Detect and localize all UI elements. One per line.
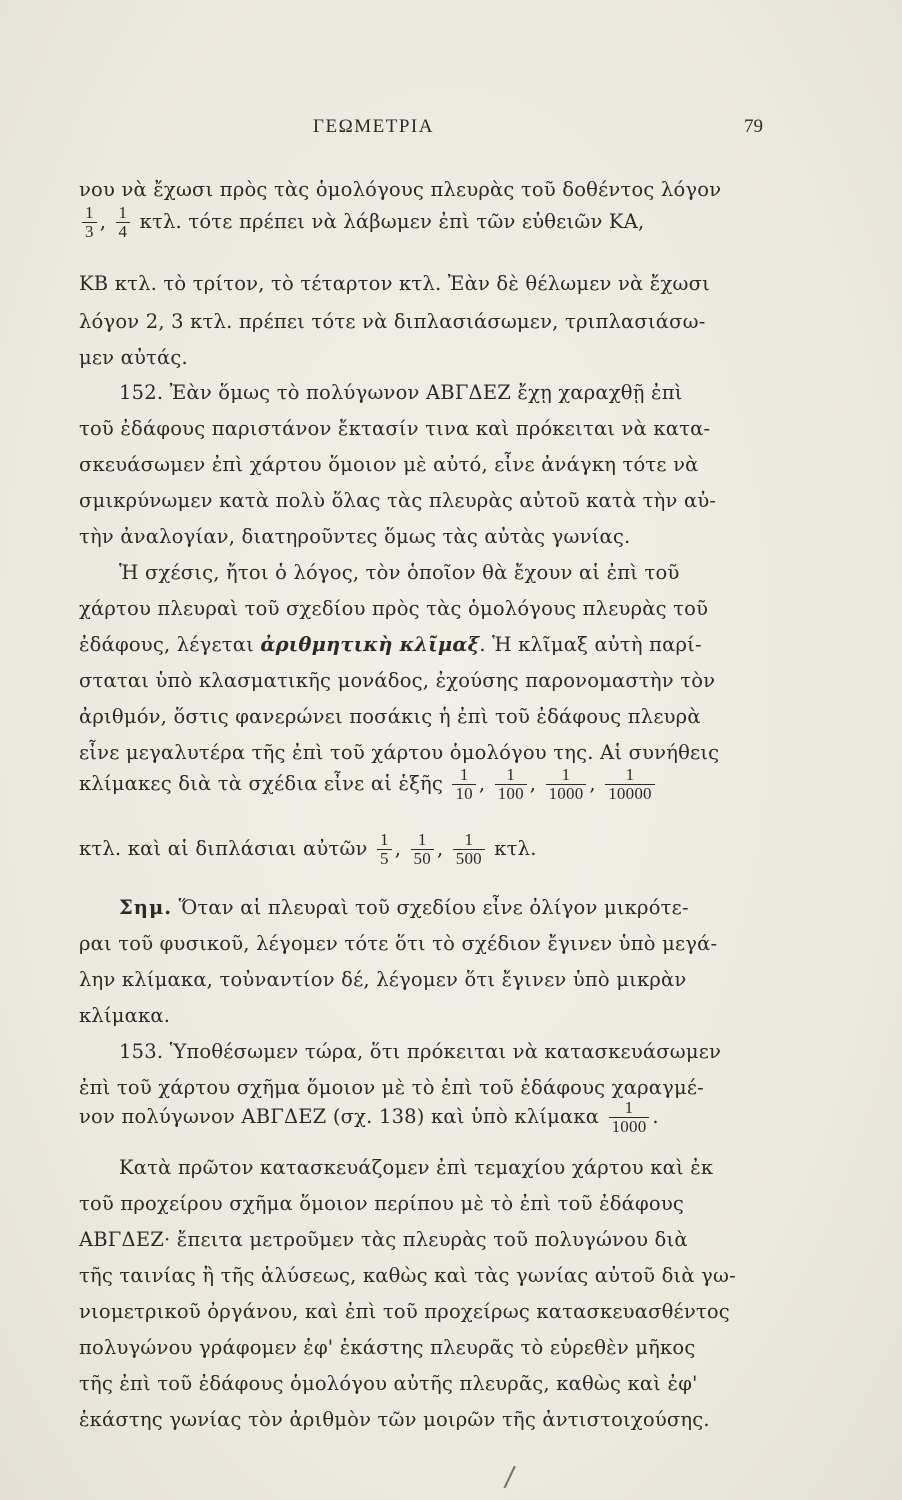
fraction-denominator: 5: [380, 848, 389, 868]
fraction-one-third: [82, 204, 97, 241]
fraction-scale-1-10000: [605, 766, 655, 803]
text-line-20: ραι τοῦ φυσικοῦ, λέγομεν τότε ὅτι τὸ σχέδιον ἔγινεν ὑπὸ μεγά-: [79, 932, 718, 955]
term-arithmetic-scale: ἀριθμητικὴ κλῖμαξ: [260, 633, 480, 656]
fraction-denominator: 10: [455, 783, 473, 803]
text-line-17: κλίμακες διὰ τὰ σχέδια εἶνε αἱ ἑξῆς $\frac{1}{10}$ , $\frac{1}{100}$ , $\frac{1}{1000}$ , $\frac{1}{10000}$: [79, 766, 658, 803]
note-paragraph: [119, 896, 689, 919]
text-line-32: τῆς ἐπὶ τοῦ ἐδάφους ὁμολόγου αὐτῆς πλευρᾶς, καθὼς καὶ ἐφ': [79, 1372, 698, 1395]
fraction-scale-1-10: [452, 766, 475, 803]
pencil-mark-icon: /: [502, 1459, 517, 1494]
text-line-16: εἶνε μεγαλυτέρα τῆς ἐπὶ τοῦ χάρτου ὁμολόγου της. Αἱ συνήθεις: [79, 741, 720, 764]
text-span: κτλ.: [494, 836, 537, 860]
running-title: ΓΕΩΜΕΤΡΙΑ: [313, 116, 434, 137]
paragraph-153-start: 153. Ὑποθέσωμεν τώρα, ὅτι πρόκειται νὰ κατασκευάσωμεν: [119, 1040, 722, 1063]
text-line-2-content: κτλ. τότε πρέπει νὰ λάβωμεν ἐπὶ τῶν εὐθειῶν ΚΑ,: [139, 209, 645, 233]
text-line-21: λην κλίμακα, τοὐναντίον δέ, λέγομεν ὅτι ἔγινεν ὑπὸ μικρὰν: [79, 968, 687, 991]
text-line-22: κλίμακα.: [79, 1004, 171, 1027]
fraction-denominator: 1000: [548, 783, 584, 803]
text-line-4: λόγον 2, 3 κτλ. πρέπει τότε νὰ διπλασιάσωμεν, τριπλασιάσω-: [79, 310, 706, 333]
fraction-denominator: 50: [413, 848, 431, 868]
fraction-scale-1-5: [377, 831, 392, 868]
text-line-2: $\frac{1}{3}$ , $\frac{1}{4}$ κτλ. τότε πρέπει νὰ λάβωμεν ἐπὶ τῶν εὐθειῶν ΚΑ,: [79, 204, 644, 241]
fraction-denominator: 1000: [611, 1116, 647, 1136]
text-line-5: μεν αὐτάς.: [79, 346, 188, 369]
text-span: ἐδάφους, λέγεται: [79, 633, 261, 656]
fraction-numerator: 1: [453, 831, 485, 850]
fraction-one-fourth: [116, 204, 131, 241]
text-line-14: σταται ὑπὸ κλασματικῆς μονάδος, ἐχούσης παρονομαστὴν τὸν: [79, 669, 716, 692]
fraction-numerator: 1: [377, 831, 392, 850]
fraction-numerator: 1: [495, 766, 527, 785]
text-line-13: [79, 633, 702, 656]
text-line-29: τῆς ταινίας ἢ τῆς ἁλύσεως, καθὼς καὶ τὰς γωνίας αὐτοῦ διὰ γω-: [79, 1264, 736, 1287]
fraction-denominator: 4: [118, 221, 128, 241]
fraction-scale-1-1000: [609, 1099, 650, 1136]
text-line-30: νιομετρικοῦ ὀργάνου, καὶ ἐπὶ τοῦ προχείρως κατασκευασθέντος: [79, 1300, 730, 1323]
note-abbreviation: Σημ.: [119, 896, 173, 919]
text-span: . Ἡ κλῖμαξ αὐτὴ παρί-: [479, 633, 702, 656]
fraction-numerator: 1: [546, 766, 587, 785]
text-line-33: ἑκάστης γωνίας τὸν ἀριθμὸν τῶν μοιρῶν τῆς ἀντιστοιχούσης.: [79, 1408, 710, 1431]
fraction-denominator: 3: [85, 221, 94, 241]
text-line-28: ΑΒΓΔΕΖ· ἔπειτα μετροῦμεν τὰς πλευρὰς τοῦ πολυγώνου διὰ: [79, 1228, 688, 1251]
text-line-18-content: κτλ. καὶ αἱ διπλάσιαι αὐτῶν: [79, 836, 368, 860]
text-line-1: νου νὰ ἔχωσι πρὸς τὰς ὁμολόγους πλευρὰς τοῦ δοθέντος λόγον: [79, 178, 722, 201]
fraction-denominator: 100: [497, 783, 524, 803]
text-line-10: τὴν ἀναλογίαν, διατηροῦντες ὅμως τὰς αὐτὰς γωνίας.: [79, 525, 631, 548]
fraction-numerator: 1: [116, 204, 131, 223]
text-line-25-content: νον πολύγωνον ΑΒΓΔΕΖ (σχ. 138) καὶ ὑπὸ κλίμακα: [79, 1104, 600, 1128]
fraction-numerator: 1: [609, 1099, 650, 1118]
paragraph-152-start: 152. Ἐὰν ὅμως τὸ πολύγωνον ΑΒΓΔΕΖ ἔχῃ χαραχθῇ ἐπὶ: [119, 381, 683, 404]
text-line-7: τοῦ ἐδάφους παριστάνον ἔκτασίν τινα καὶ πρόκειται νὰ κατα-: [79, 417, 711, 440]
text-line-9: σμικρύνωμεν κατὰ πολὺ ὅλας τὰς πλευρὰς αὐτοῦ κατὰ τὴν αὐ-: [79, 489, 717, 512]
text-line-26: Κατὰ πρῶτον κατασκευάζομεν ἐπὶ τεμαχίου χάρτου καὶ ἐκ: [119, 1156, 714, 1179]
fraction-scale-1-500: [453, 831, 485, 868]
text-line-31: πολυγώνου γράφομεν ἐφ' ἑκάστης πλευρᾶς τὸ εὑρεθὲν μῆκος: [79, 1336, 696, 1359]
page-number: 79: [744, 116, 763, 137]
note-text: Ὅταν αἱ πλευραὶ τοῦ σχεδίου εἶνε ὀλίγον μικρότε-: [178, 896, 689, 919]
text-line-17-content: κλίμακες διὰ τὰ σχέδια εἶνε αἱ ἑξῆς: [79, 771, 444, 795]
page-header: [0, 116, 902, 146]
fraction-scale-1-100: [495, 766, 527, 803]
text-line-8: σκευάσωμεν ἐπὶ χάρτου ὅμοιον μὲ αὐτό, εἶνε ἀνάγκη τότε νὰ: [79, 453, 699, 476]
fraction-numerator: 1: [605, 766, 655, 785]
fraction-scale-1-50: [411, 831, 434, 868]
text-line-24: ἐπὶ τοῦ χάρτου σχῆμα ὅμοιον μὲ τὸ ἐπὶ τοῦ ἐδάφους χαραγμέ-: [79, 1076, 704, 1099]
fraction-numerator: 1: [82, 204, 97, 223]
fraction-numerator: 1: [411, 831, 434, 850]
text-line-3: ΚΒ κτλ. τὸ τρίτον, τὸ τέταρτον κτλ. Ἐὰν δὲ θέλωμεν νὰ ἔχωσι: [79, 272, 710, 295]
text-line-27: τοῦ προχείρου σχῆμα ὅμοιον περίπου μὲ τὸ ἐπὶ τοῦ ἐδάφους: [79, 1192, 685, 1215]
text-line-11: Ἡ σχέσις, ἤτοι ὁ λόγος, τὸν ὁποῖον θὰ ἔχουν αἱ ἐπὶ τοῦ: [119, 561, 680, 584]
fraction-scale-1-1000: [546, 766, 587, 803]
text-line-15: ἀριθμόν, ὅστις φανερώνει ποσάκις ἡ ἐπὶ τοῦ ἐδάφους πλευρὰ: [79, 705, 701, 728]
text-line-18: κτλ. καὶ αἱ διπλάσιαι αὐτῶν $\frac{1}{5}$ , $\frac{1}{50}$ , $\frac{1}{500}$ κτλ.: [79, 830, 537, 868]
fraction-numerator: 1: [452, 766, 475, 785]
text-line-12: χάρτου πλευραὶ τοῦ σχεδίου πρὸς τὰς ὁμολόγους πλευρὰς τοῦ: [79, 597, 709, 620]
fraction-denominator: 500: [455, 848, 482, 868]
fraction-denominator: 10000: [608, 783, 652, 803]
text-line-25: νον πολύγωνον ΑΒΓΔΕΖ (σχ. 138) καὶ ὑπὸ κλίμακα $\frac{1}{1000}$ .: [79, 1098, 659, 1136]
